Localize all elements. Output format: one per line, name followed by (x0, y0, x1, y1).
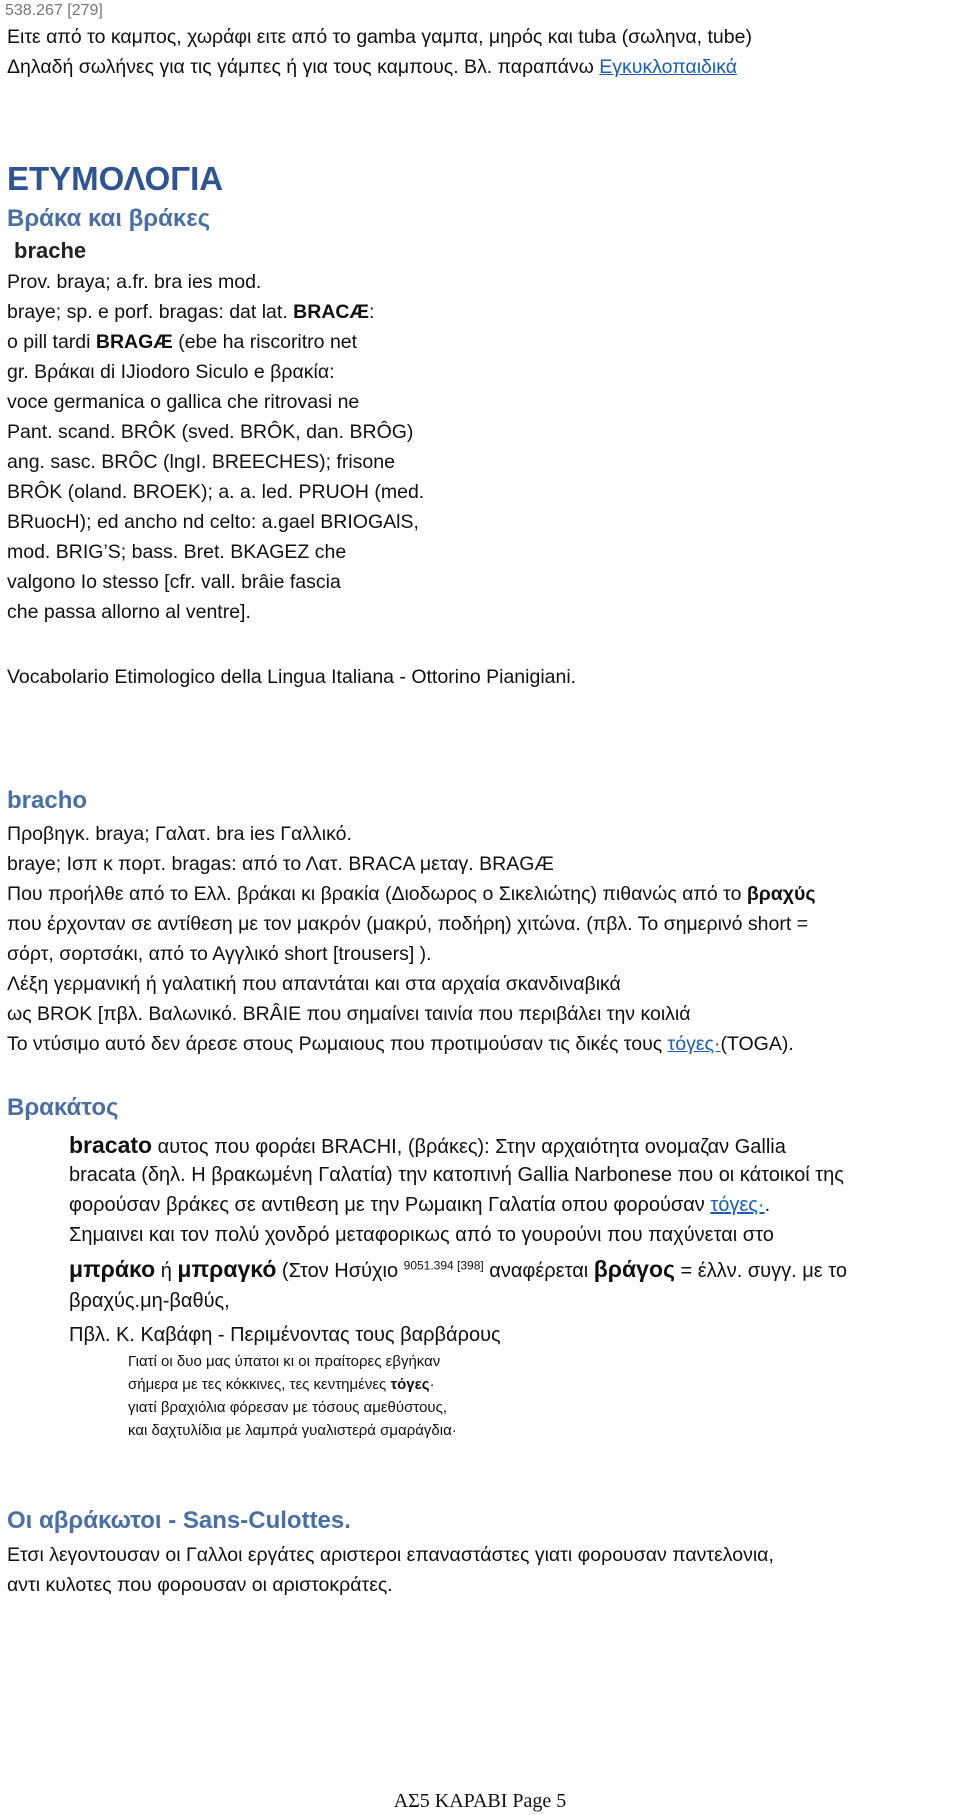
italian-line: ang. sasc. BRÔC (lngI. BREECHES); frisone (7, 451, 395, 473)
italian-line: BRÔK (oland. BROEK); a. a. led. PRUOH (med. (7, 481, 425, 503)
bracato-line: φορούσαν βράκες σε αντιθεση με την Ρωμαικη Γαλατία οπου φορούσαν τόγες·. (69, 1194, 771, 1216)
greek-line: braye; Ισπ κ πορτ. bragas: από το Λατ. BRACA μεταγ. BRAGÆ (7, 853, 554, 875)
italian-line: gr. Βράκαι di IJiodoro Siculo e βρακία: (7, 361, 335, 383)
brache-heading: brache (14, 238, 87, 263)
bracato-line: bracata (δηλ. Η βρακωμένη Γαλατία) την κατοπινή Gallia Narbonese που οι κάτοικοί της (69, 1164, 844, 1186)
reference-number: 538.267 [279] (5, 2, 103, 19)
vrakatos-heading: Βρακάτος (7, 1094, 119, 1121)
poem-line: γιατί βραχιόλια φόρεσαν με τόσους αμεθύστους, (128, 1399, 448, 1416)
sans-culottes-heading: Οι αβράκωτοι - Sans-Culottes. (7, 1507, 351, 1534)
poem-line: και δαχτυλίδια με λαμπρά γυαλιστερά σμαράγδια· (128, 1422, 457, 1439)
intro-line-2: Δηλαδή σωλήνες για τις γάμπες ή για τους καμπους. Βλ. παραπάνω Εγκυκλοπαιδικά (7, 56, 737, 78)
greek-line: Προβηγκ. braya; Γαλατ. bra ies Γαλλικό. (7, 823, 352, 845)
intro-line-1: Ειτε από το καμπος, χωράφι ειτε από το gamba γαμπα, μηρός και tuba (σωληνα, tube) (7, 26, 752, 48)
encyclopedic-link[interactable]: Εγκυκλοπαιδικά (599, 56, 737, 78)
italian-line: Prov. braya; a.fr. bra ies mod. (7, 271, 262, 293)
italian-line: valgono Io stesso [cfr. vall. brâie fascia (7, 571, 341, 593)
greek-line: Λέξη γερμανική ή γαλατική που απαντάται και στα αρχαία σκανδιναβικά (7, 973, 621, 995)
etymology-heading: ΕΤΥΜΟΛΟΓΙΑ (7, 160, 224, 197)
bracato-line: Σημαινει και τον πολύ χονδρό μεταφορικως από το γουρούνι που παχύνεται στο (69, 1224, 774, 1246)
page-footer: ΑΣ5 ΚΑΡΑΒΙ Page 5 (393, 1790, 567, 1812)
vraka-heading: Βράκα και βράκες (7, 205, 211, 232)
kavafis-reference: Πβλ. Κ. Καβάφη - Περιμένοντας τους βαρβάρους (69, 1324, 501, 1346)
poem-line: σήμερα με τες κόκκινες, τες κεντημένες τόγες· (128, 1376, 435, 1393)
sans-culottes-line: αντι κυλοτες που φορουσαν οι αριστοκράτες. (7, 1574, 393, 1596)
greek-line: Που προήλθε από το Ελλ. βράκαι κι βρακία (Διοδωρος ο Σικελιώτης) πιθανώς από το βραχύς (7, 883, 816, 905)
italian-line: mod. BRIG’S; bass. Bret. BKAGEZ che (7, 541, 347, 563)
sans-culottes-line: Ετσι λεγοντουσαν οι Γαλλοι εργάτες αριστεροι επαναστάστες γιατι φορουσαν παντελονια, (7, 1544, 774, 1566)
bracho-heading: bracho (7, 787, 88, 814)
greek-line: που έρχονταν σε αντίθεση με τον μακρόν (μακρύ, ποδήρη) χιτώνα. (πβλ. Το σημερινό short = (7, 913, 809, 935)
italian-line: che passa allorno al ventre]. (7, 601, 251, 623)
greek-line: Το ντύσιμο αυτό δεν άρεσε στους Ρωμαιους που προτιμούσαν τις δικές τους τόγες·(TOGA). (7, 1033, 794, 1055)
bracato-line: μπράκο ή μπραγκό (Στον Ησύχιο $^{9051.394 [398]}$ αναφέρεται βράγος = έλλν. συγγ. με το (69, 1256, 847, 1282)
poem-line: Γιατί οι δυο μας ύπατοι κι οι πραίτορες εβγήκαν (128, 1353, 441, 1370)
greek-line: ως BROK [πβλ. Βαλωνικό. BRÂIE που σημαίνει ταινία που περιβάλει την κοιλιά (7, 1003, 691, 1025)
italian-line: o pill tardi BRAGÆ (ebe ha riscoritro net (7, 331, 358, 353)
bracato-line: βραχύς.μη-βαθύς, (69, 1290, 230, 1312)
source-citation: Vocabolario Etimologico della Lingua Italiana - Ottorino Pianigiani. (7, 666, 577, 688)
bracato-line: bracato αυτος που φοράει BRACHI, (βράκες): Στην αρχαιότητα ονομαζαν Gallia (69, 1132, 786, 1158)
italian-line: Pant. scand. BRÔK (sved. BRÔK, dan. BRÔG) (7, 421, 414, 443)
toges-link-2[interactable]: τόγες· (710, 1194, 765, 1216)
italian-line: braye; sp. e porf. bragas: dat lat. BRACÆ: (7, 301, 375, 323)
greek-line: σόρτ, σορτσάκι, από το Αγγλικό short [trousers] ). (7, 943, 432, 965)
toges-link[interactable]: τόγες· (667, 1033, 721, 1055)
italian-line: BRuocH); ed ancho nd celto: a.gael BRIOGAlS, (7, 511, 419, 533)
italian-line: voce germanica o gallica che ritrovasi ne (7, 391, 360, 413)
